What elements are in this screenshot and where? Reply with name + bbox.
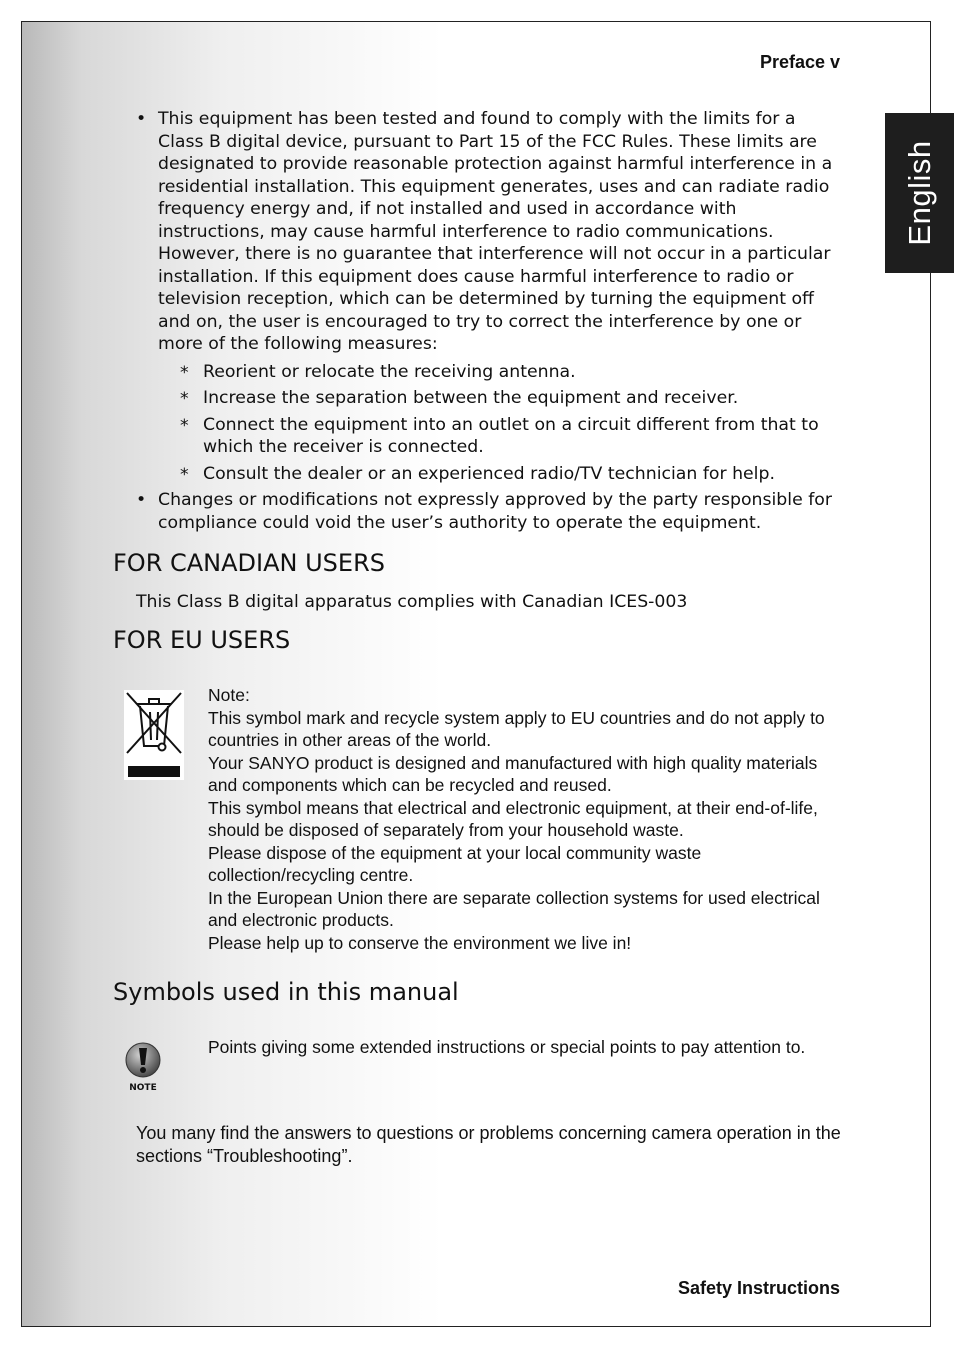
- note-icon-label: NOTE: [129, 1083, 157, 1093]
- footer-section-label: Safety Instructions: [677, 1278, 840, 1298]
- weee-crossed-bin-icon: [124, 690, 184, 780]
- language-tab: [885, 113, 954, 273]
- troubleshooting-reference-text: You many find the answers to questions or problems concerning camera operation in the sections “Troubleshooting”.: [136, 1123, 841, 1166]
- bullet-dot: •: [136, 109, 147, 129]
- fcc-bullet-compliance: [136, 108, 846, 485]
- eu-note-block: [208, 684, 833, 954]
- header-section-label: Preface v: [759, 52, 840, 72]
- note-symbol-description: Points giving some extended instructions or special points to pay attention to.: [208, 1037, 806, 1057]
- symbols-heading: Symbols used in this manual: [113, 978, 459, 1006]
- fcc-modifications-text: Changes or modifications not expressly approved by the party responsible for compliance could void the user’s authority to operate the equipment.: [158, 490, 832, 533]
- eu-note-line: Note:: [208, 685, 250, 705]
- note-icon: [123, 1040, 163, 1092]
- canadian-compliance-text: This Class B digital apparatus complies with Canadian ICES-003: [136, 592, 688, 612]
- canadian-users-heading: FOR CANADIAN USERS: [113, 549, 385, 577]
- measure-text: Consult the dealer or an experienced radio/TV technician for help.: [203, 463, 775, 484]
- measure-text: Increase the separation between the equipment and receiver.: [203, 388, 739, 408]
- fcc-bullet-list: [136, 108, 846, 534]
- list-item: [158, 414, 846, 459]
- measure-text: Reorient or relocate the receiving antenna.: [203, 361, 576, 382]
- fcc-bullet-modifications: [136, 489, 846, 534]
- eu-note-line: This symbol means that electrical and electronic equipment, at their end-of-life, should be disposed of separately from your household waste.: [208, 797, 818, 840]
- note-exclamation-icon: [123, 1040, 163, 1080]
- eu-note-line: Please dispose of the equipment at your local community waste collection/recycling centre.: [208, 842, 702, 885]
- list-item: [158, 387, 846, 410]
- measure-asterisk: *: [180, 415, 189, 436]
- list-item: [158, 463, 846, 486]
- measure-asterisk: *: [180, 464, 189, 485]
- bullet-dot: •: [136, 490, 147, 510]
- measure-text: Connect the equipment into an outlet on a circuit different from that to which the receiver is connected.: [203, 414, 819, 457]
- fcc-compliance-text: This equipment has been tested and found to comply with the limits for a Class B digital device, pursuant to Part 15 of the FCC Rules. These limits are designated to provide reasonable protection against harmful interference in a residential installation. This equipment generates, uses and can radiate radio frequency energy and, if not installed and used in accordance with instructions, may cause harmful interference to radio communications. However, there is no guarantee that interference will not occur in a particular installation. If this equipment does cause harmful interference to radio or television reception, which can be determined by turning the equipment off and on, the user is encouraged to try to correct the interference by one or more of the following measures:: [158, 109, 833, 354]
- eu-note-line: Your SANYO product is designed and manufactured with high quality materials and components which can be recycled and reused.: [208, 752, 818, 795]
- measure-asterisk: *: [180, 362, 189, 383]
- eu-note-line: In the European Union there are separate collection systems for used electrical and electronic products.: [208, 887, 820, 930]
- eu-note-line: Please help up to conserve the environment we live in!: [208, 932, 632, 953]
- measure-asterisk: *: [180, 389, 189, 409]
- fcc-measures-list: [158, 361, 846, 486]
- list-item: [158, 361, 846, 384]
- language-tab-label: English: [901, 140, 937, 246]
- eu-users-heading: FOR EU USERS: [113, 626, 291, 654]
- eu-note-line: This symbol mark and recycle system apply to EU countries and do not apply to countries in other areas of the world.: [208, 707, 825, 750]
